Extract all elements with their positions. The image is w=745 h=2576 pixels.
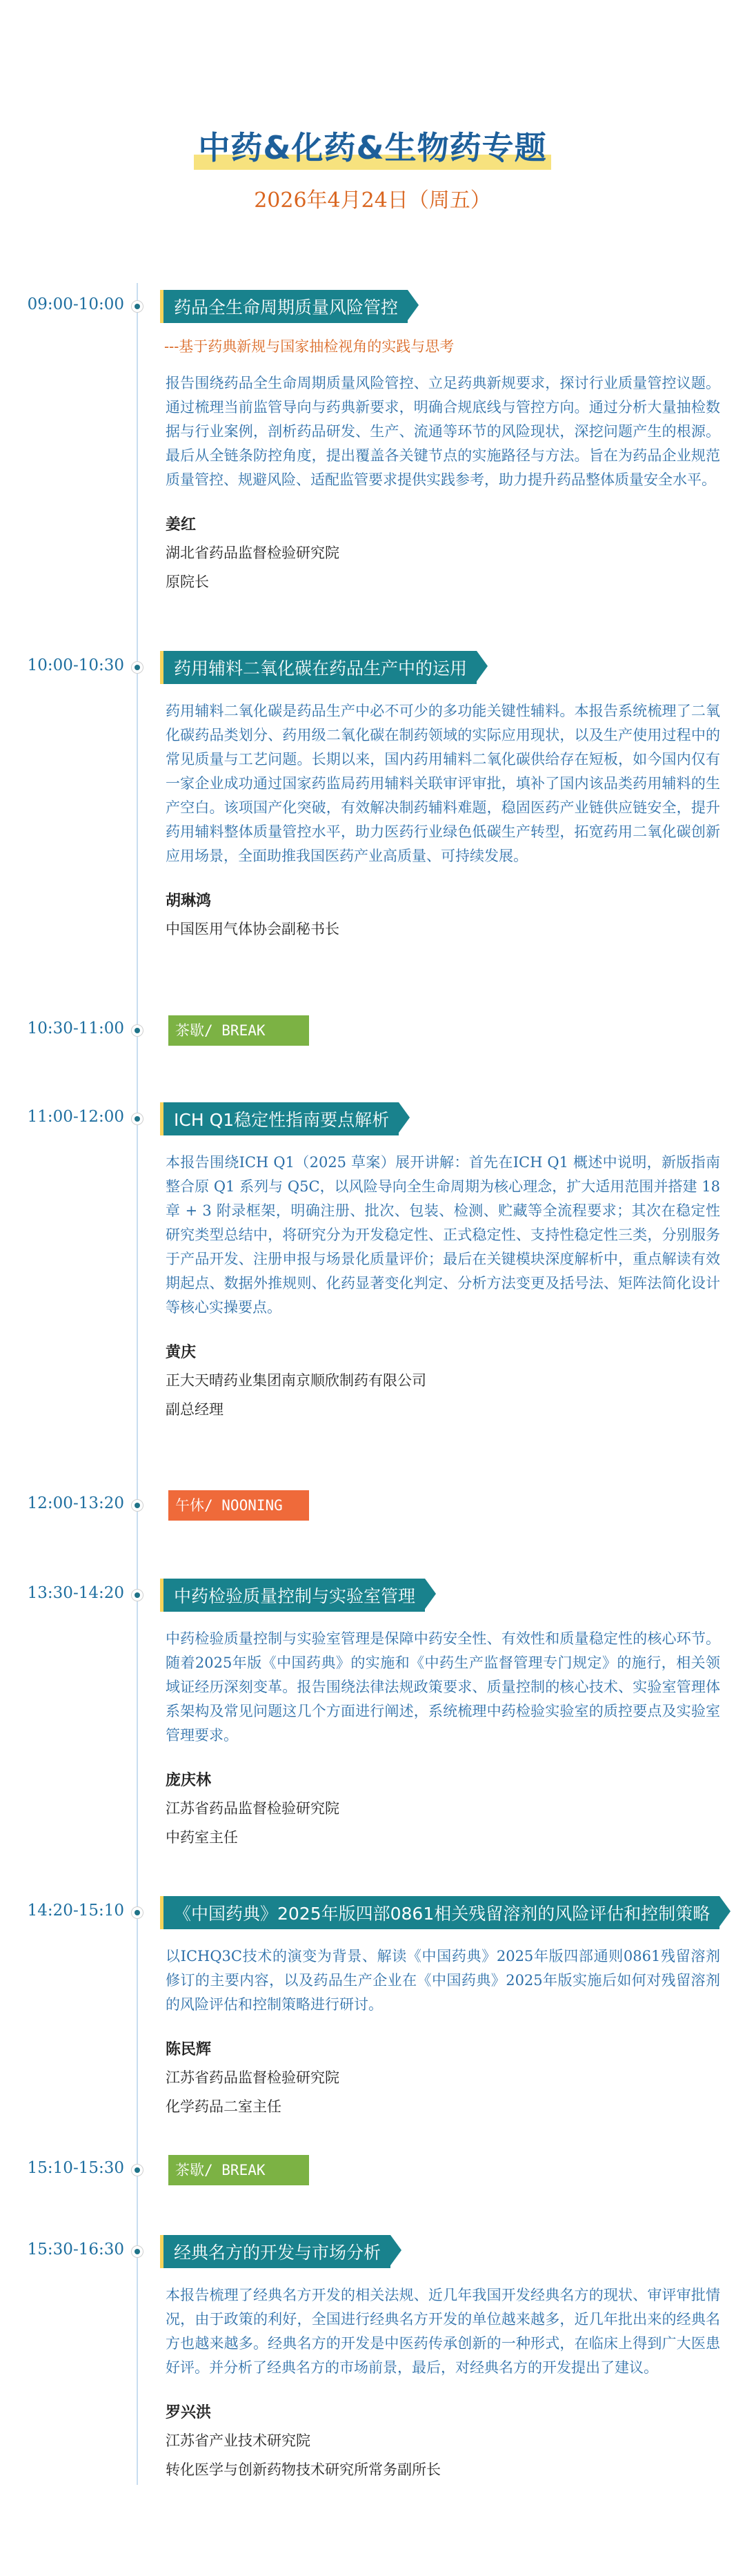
session-block: [160, 1896, 726, 2117]
event-date: 2026年4月24日（周五）: [254, 188, 491, 213]
session-time: 11:00-12:00: [27, 1108, 124, 1126]
timeline-dot-inner: [135, 2249, 140, 2254]
speaker-name: 庞庆林: [166, 1771, 212, 1789]
timeline-dot-inner: [135, 1116, 140, 1122]
break-badge: 茶歇/ BREAK: [168, 1015, 309, 1046]
session-topic: 《中国药典》2025年版四部0861相关残留溶剂的风险评估和控制策略: [160, 1896, 719, 1929]
lunch-badge: 午休/ NOONING: [168, 1490, 309, 1521]
speaker-org: 江苏省药品监督检验研究院: [166, 2069, 339, 2086]
timeline-dot: [131, 1024, 143, 1037]
speaker-org: 湖北省药品监督检验研究院: [166, 545, 339, 561]
session-description: 本报告梳理了经典名方开发的相关法规、近几年我国开发经典名方的现状、审评审批情况，由于政策的利好，全国进行经典名方开发的单位越来越多，近几年批出来的经典名方也越来越多。经典名方的开发是中医药传承创新的一种形式，在临床上得到广大医患好评。并分析了经典名方的市场前景，最后，对经典名方的开发提出了建议。: [166, 2287, 720, 2376]
timeline-dot-inner: [135, 665, 140, 670]
session-subtitle: ---基于药典新规与国家抽检视角的实践与思考: [164, 338, 455, 355]
session-block: [160, 2235, 726, 2480]
break-badge: 茶歇/ BREAK: [168, 2155, 309, 2185]
speaker-org: 正大天晴药业集团南京顺欣制药有限公司: [166, 1372, 426, 1389]
speaker-title: 化学药品二室主任: [166, 2098, 281, 2115]
break-time: 15:10-15:30: [27, 2159, 124, 2177]
timeline-dot: [131, 1589, 143, 1601]
speaker-name: 姜红: [166, 516, 197, 534]
speaker-name: 罗兴洪: [166, 2403, 212, 2421]
timeline-dot: [131, 2245, 143, 2258]
speaker-title: 中药室主任: [166, 1829, 238, 1846]
session-block: [160, 290, 726, 592]
session-topic: 药用辅料二氧化碳在药品生产中的运用: [160, 651, 477, 684]
session-time: 09:00-10:00: [27, 295, 124, 313]
session-block: [160, 651, 726, 939]
session-topic: ICH Q1稳定性指南要点解析: [160, 1102, 399, 1135]
session-description: 以ICHQ3C技术的演变为背景、解读《中国药典》2025年版四部通则0861残留溶剂修订的主要内容，以及药品生产企业在《中国药典》2025年版实施后如何对残留溶剂的风险评估和控制策略进行研讨。: [166, 1948, 720, 2013]
session-time: 14:20-15:10: [27, 1902, 124, 1920]
break-time: 12:00-13:20: [27, 1494, 124, 1512]
session-time: 15:30-16:30: [27, 2241, 124, 2258]
speaker-name: 陈民辉: [166, 2040, 212, 2058]
session-topic: 药品全生命周期质量风险管控: [160, 290, 408, 323]
timeline-dot-inner: [135, 2167, 140, 2173]
speaker-name: 黄庆: [166, 1343, 197, 1361]
session-topic: 中药检验质量控制与实验室管理: [160, 1579, 425, 1612]
speaker-org: 中国医用气体协会副秘书长: [166, 921, 339, 937]
timeline-dot-inner: [135, 1028, 140, 1033]
timeline-dot-inner: [135, 1910, 140, 1915]
session-time: 13:30-14:20: [27, 1584, 124, 1602]
speaker-name: 胡琳鸿: [166, 892, 212, 910]
session-topic: 经典名方的开发与市场分析: [160, 2235, 390, 2268]
session-description: 中药检验质量控制与实验室管理是保障中药安全性、有效性和质量稳定性的核心环节。随着2025年版《中国药典》的实施和《中药生产监督管理专门规定》的施行，相关领域证经历深刻变革。报告围绕法律法规政策要求、质量控制的核心技术、实验室管理体系架构及常见问题这几个方面进行阐述，系统梳理中药检验实验室的质控要点及实验室管理要求。: [166, 1630, 720, 1744]
session-block: [160, 1102, 726, 1420]
session-description: 本报告围绕ICH Q1（2025 草案）展开讲解：首先在ICH Q1 概述中说明，新版指南整合原 Q1 系列与 Q5C，以风险导向全生命周期为核心理念，扩大适用范围并搭建 18 章 + 3 附录框架，明确注册、批次、包装、检测、贮藏等全流程要求；其次在稳定性研究类型总结中，将研究分为开发稳定性、正式稳定性、支持性稳定性三类，分别服务于产品开发、注册申报与场景化质量评价；最后在关键模块深度解析中，重点解读有效期起点、数据外推规则、化药显著变化判定、分析方法变更及括号法、矩阵法简化设计等核心实操要点。: [166, 1154, 720, 1316]
timeline-dot: [131, 2164, 143, 2176]
session-description: 报告围绕药品全生命周期质量风险管控、立足药典新规要求，探讨行业质量管控议题。通过梳理当前监管导向与药典新要求，明确合规底线与管控方向。通过分析大量抽检数据与行业案例，剖析药品研发、生产、流通等环节的风险现状，深挖问题产生的根源。最后从全链条防控角度，提出覆盖各关键节点的实施路径与方法。旨在为药品企业规范质量管控、规避风险、适配监管要求提供实践参考，助力提升药品整体质量安全水平。: [166, 375, 720, 488]
timeline-dot-inner: [135, 1592, 140, 1598]
page-title: 中药&化药&生物药专题: [194, 123, 550, 168]
timeline-dot-inner: [135, 1503, 140, 1508]
speaker-org: 江苏省产业技术研究院: [166, 2432, 310, 2449]
timeline-dot: [131, 300, 143, 313]
timeline-dot: [131, 1906, 143, 1919]
timeline-line: [137, 283, 138, 2485]
break-time: 10:30-11:00: [27, 1019, 124, 1037]
speaker-title: 原院长: [166, 574, 209, 590]
speaker-title: 副总经理: [166, 1401, 223, 1418]
session-time: 10:00-10:30: [27, 656, 124, 674]
timeline-dot: [131, 1113, 143, 1125]
timeline-dot: [131, 661, 143, 674]
speaker-org: 江苏省药品监督检验研究院: [166, 1800, 339, 1817]
session-block: [160, 1579, 726, 1848]
timeline-dot-inner: [135, 304, 140, 309]
session-description: 药用辅料二氧化碳是药品生产中必不可少的多功能关键性辅料。本报告系统梳理了二氧化碳药品类划分、药用级二氧化碳在制药领域的实际应用现状，以及生产使用过程中的常见质量与工艺问题。长期以来，国内药用辅料二氧化碳供给存在短板，如今国内仅有一家企业成功通过国家药监局药用辅料关联审评审批，填补了国内该品类药用辅料的生产空白。该项国产化突破，有效解决制药辅料难题，稳固医药产业链供应链安全，提升药用辅料整体质量管控水平，助力医药行业绿色低碳生产转型，拓宽药用二氧化碳创新应用场景，全面助推我国医药产业高质量、可持续发展。: [166, 703, 720, 864]
timeline-dot: [131, 1499, 143, 1512]
title-wrap: [0, 123, 745, 168]
speaker-title: 转化医学与创新药物技术研究所常务副所长: [166, 2461, 441, 2478]
